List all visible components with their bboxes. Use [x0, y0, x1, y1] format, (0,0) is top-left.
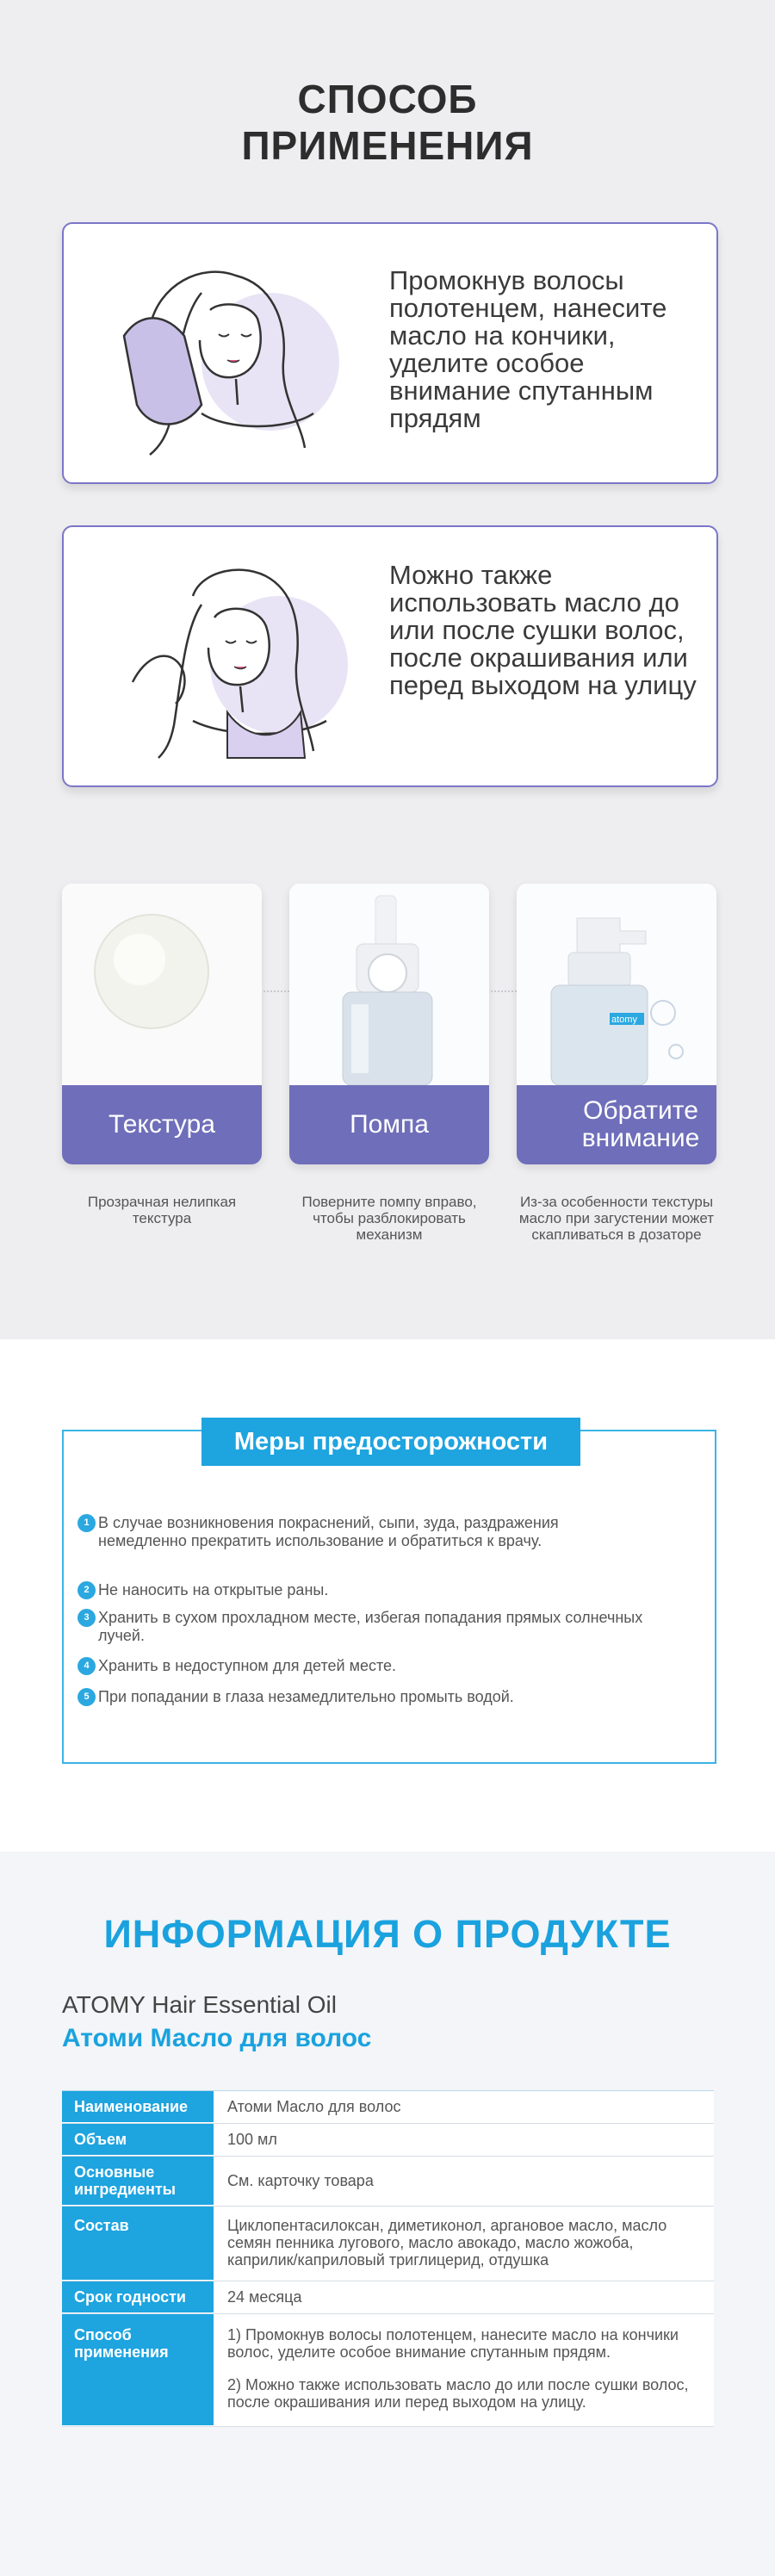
table-row [62, 2124, 714, 2157]
number-badge: 5 [78, 1688, 96, 1706]
table-row [62, 2281, 714, 2314]
number-badge: 1 [78, 1514, 96, 1532]
usage-title: СПОСОБ ПРИМЕНЕНИЯ [241, 77, 534, 168]
texture-drop-image [62, 884, 262, 1085]
product-info-table [62, 2090, 714, 2427]
feature-label: Текстура [62, 1085, 262, 1164]
row-label: Состав [62, 2207, 214, 2281]
product-name-ru: Атоми Масло для волос [62, 2024, 372, 2052]
usage-step-1-card [62, 222, 718, 484]
table-row [62, 2314, 714, 2427]
feature-card-pump [289, 884, 489, 1164]
feature-card-notice [517, 884, 716, 1164]
feature-desc: Из-за особенности текстуры масло при загустении может скапливаться в дозаторе [518, 1194, 715, 1243]
pump-bottle-image [289, 884, 489, 1085]
row-label: Срок годности [62, 2281, 214, 2313]
feature-label: Обратите внимание [517, 1085, 716, 1164]
row-value [214, 2314, 714, 2426]
row-value: См. карточку товара [214, 2157, 714, 2206]
precaution-item [84, 1514, 649, 1550]
divider-dots [264, 990, 289, 992]
precaution-text: Хранить в сухом прохладном месте, избегая попадания прямых солнечных лучей. [98, 1609, 643, 1644]
row-label: Основные ингредиенты [62, 2157, 214, 2206]
usage-step-2-text: Можно также использовать масло до или после сушки волос, после окрашивания или перед выходом на улицу [389, 560, 697, 700]
woman-towel-illustration [98, 233, 374, 456]
usage-step-2-card [62, 525, 718, 787]
number-badge: 4 [78, 1657, 96, 1675]
precaution-text: В случае возникновения покраснений, сыпи, зуда, раздражения немедленно прекратить использование и обратиться к врачу. [98, 1514, 559, 1549]
row-label: Объем [62, 2124, 214, 2156]
woman-applying-oil-illustration [98, 536, 374, 760]
precaution-text: Не наносить на открытые раны. [98, 1581, 329, 1598]
product-name-en: ATOMY Hair Essential Oil [62, 1991, 337, 2018]
bottle-dispenser-image [517, 884, 716, 1085]
usage-step-1-text: Промокнув волосы полотенцем, нанесите масло на кончики, уделите особое внимание спутанным прядям [389, 265, 667, 433]
usage-step-2: 2) Можно также использовать масло до или после сушки волос, после окрашивания или перед выходом на улицу. [227, 2376, 689, 2411]
row-label: Способ применения [62, 2314, 214, 2426]
usage-step-1: 1) Промокнув волосы полотенцем, нанесите масло на кончики волос, уделите особое внимание спутанным прядям. [227, 2326, 679, 2361]
table-row [62, 2157, 714, 2207]
precaution-text: Хранить в недоступном для детей месте. [98, 1657, 397, 1674]
precaution-item [84, 1688, 649, 1706]
feature-desc: Прозрачная нелипкая текстура [87, 1194, 237, 1226]
product-info-title: ИНФОРМАЦИЯ О ПРОДУКТЕ [103, 1912, 672, 1956]
precautions-box [62, 1427, 716, 1764]
divider-dots [491, 990, 517, 992]
precaution-item [84, 1581, 649, 1599]
row-label: Наименование [62, 2091, 214, 2123]
row-value: 100 мл [214, 2124, 714, 2156]
row-value: Циклопентасилоксан, диметиконол, аргановое масло, масло семян пенника лугового, масло авокадо, масло жожоба, каприлик/каприловый триглицерид, отдушка [214, 2207, 714, 2281]
feature-card-texture [62, 884, 262, 1164]
precautions-title: Меры предосторожности [202, 1418, 580, 1466]
precaution-item [84, 1609, 649, 1645]
precaution-text: При попадании в глаза незамедлительно промыть водой. [98, 1688, 514, 1705]
feature-desc: Поверните помпу вправо, чтобы разблокировать механизм [301, 1194, 477, 1243]
row-value: 24 месяца [214, 2281, 714, 2313]
precaution-item [84, 1657, 649, 1675]
number-badge: 2 [78, 1581, 96, 1599]
feature-label: Помпа [289, 1085, 489, 1164]
bottle-brand-text: atomy [611, 1015, 637, 1025]
table-row [62, 2091, 714, 2124]
number-badge: 3 [78, 1609, 96, 1627]
table-row [62, 2207, 714, 2281]
row-value: Атоми Масло для волос [214, 2091, 714, 2123]
